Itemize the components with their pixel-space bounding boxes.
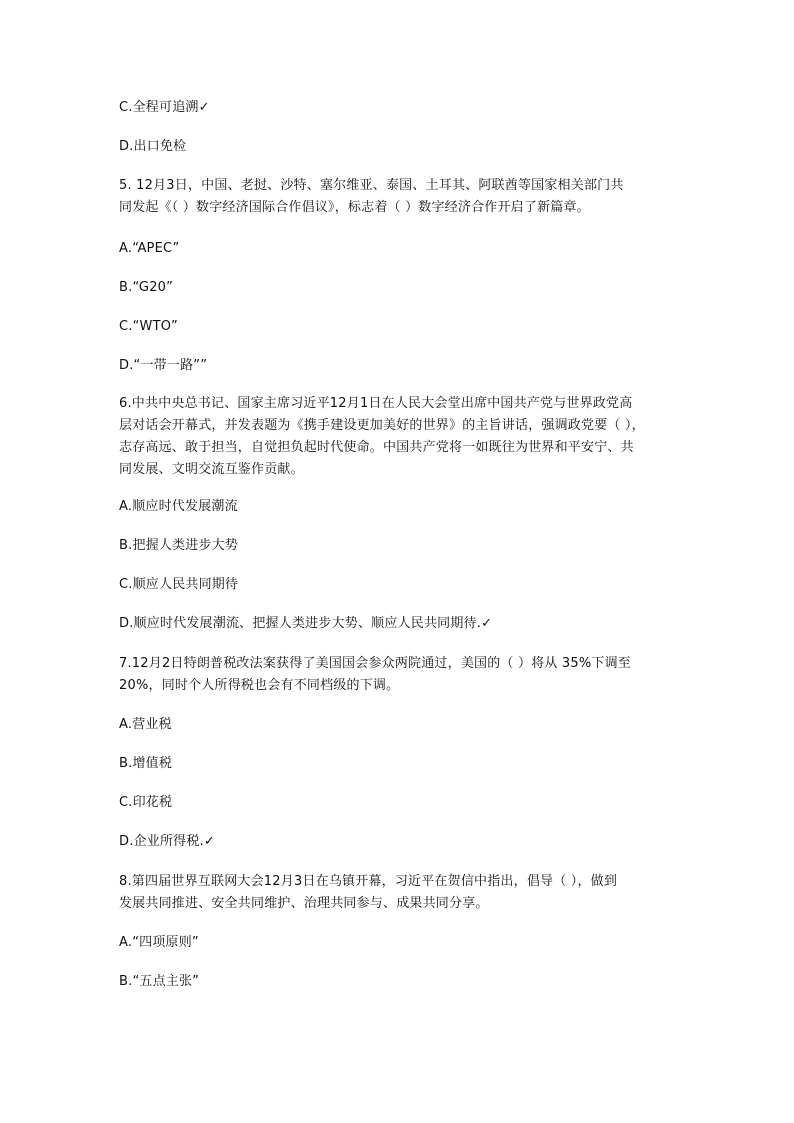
question-6-line-2: 层对话会开幕式，并发表题为《携手建设更加美好的世界》的主旨讲话，强调政党要（ ）， (119, 418, 645, 433)
option-a-q6: A.顺应时代发展潮流 (119, 499, 238, 514)
question-6-line-3: 志存高远、敢于担当，自觉担负起时代使命。中国共产党将一如既往为世界和平安宁、共 (119, 440, 634, 455)
option-b-q5: B.“G20” (119, 280, 174, 295)
question-7-line-2: 20%，同时个人所得税也会有不同档级的下调。 (119, 678, 400, 693)
option-d-q6: D.顺应时代发展潮流、把握人类进步大势、顺应人民共同期待.✓ (119, 616, 493, 631)
option-c-q4: C.全程可追溯✓ (119, 100, 210, 115)
option-d-q7: D.企业所得税.✓ (119, 834, 215, 849)
question-5-line-2: 同发起《（ ）数字经济国际合作倡议》，标志着（ ）数字经济合作开启了新篇章。 (119, 200, 590, 215)
option-b-q7: B.增值税 (119, 756, 173, 771)
question-6-line-4: 同发展、文明交流互鉴作贡献。 (119, 462, 304, 477)
option-d-q5: D.“一带一路”” (119, 358, 208, 373)
question-5-line-1: 5. 12月3日，中国、老挝、沙特、塞尔维亚、泰国、土耳其、阿联酋等国家相关部门共 (119, 178, 624, 193)
option-a-q5: A.“APEC” (119, 241, 180, 256)
option-c-q6: C.顺应人民共同期待 (119, 577, 239, 592)
option-c-q5: C.“WTO” (119, 319, 178, 334)
option-d-q4: D.出口免检 (119, 139, 187, 154)
question-6-line-1: 6.中共中央总书记、国家主席习近平12月1日在人民大会堂出席中国共产党与世界政党高 (119, 396, 633, 411)
option-a-q7: A.营业税 (119, 717, 172, 732)
option-b-q6: B.把握人类进步大势 (119, 538, 239, 553)
question-7-line-1: 7.12月2日特朗普税改法案获得了美国国会参众两院通过，美国的（ ）将从 35%下调至 (119, 656, 631, 671)
option-c-q7: C.印花税 (119, 795, 173, 810)
option-a-q8: A.“四项原则” (119, 935, 199, 950)
option-b-q8: B.“五点主张” (119, 974, 200, 989)
question-8-line-1: 8.第四届世界互联网大会12月3日在乌镇开幕，习近平在贺信中指出，倡导（ ），做到 (119, 874, 618, 889)
question-8-line-2: 发展共同推进、安全共同维护、治理共同参与、成果共同分享。 (119, 896, 489, 911)
